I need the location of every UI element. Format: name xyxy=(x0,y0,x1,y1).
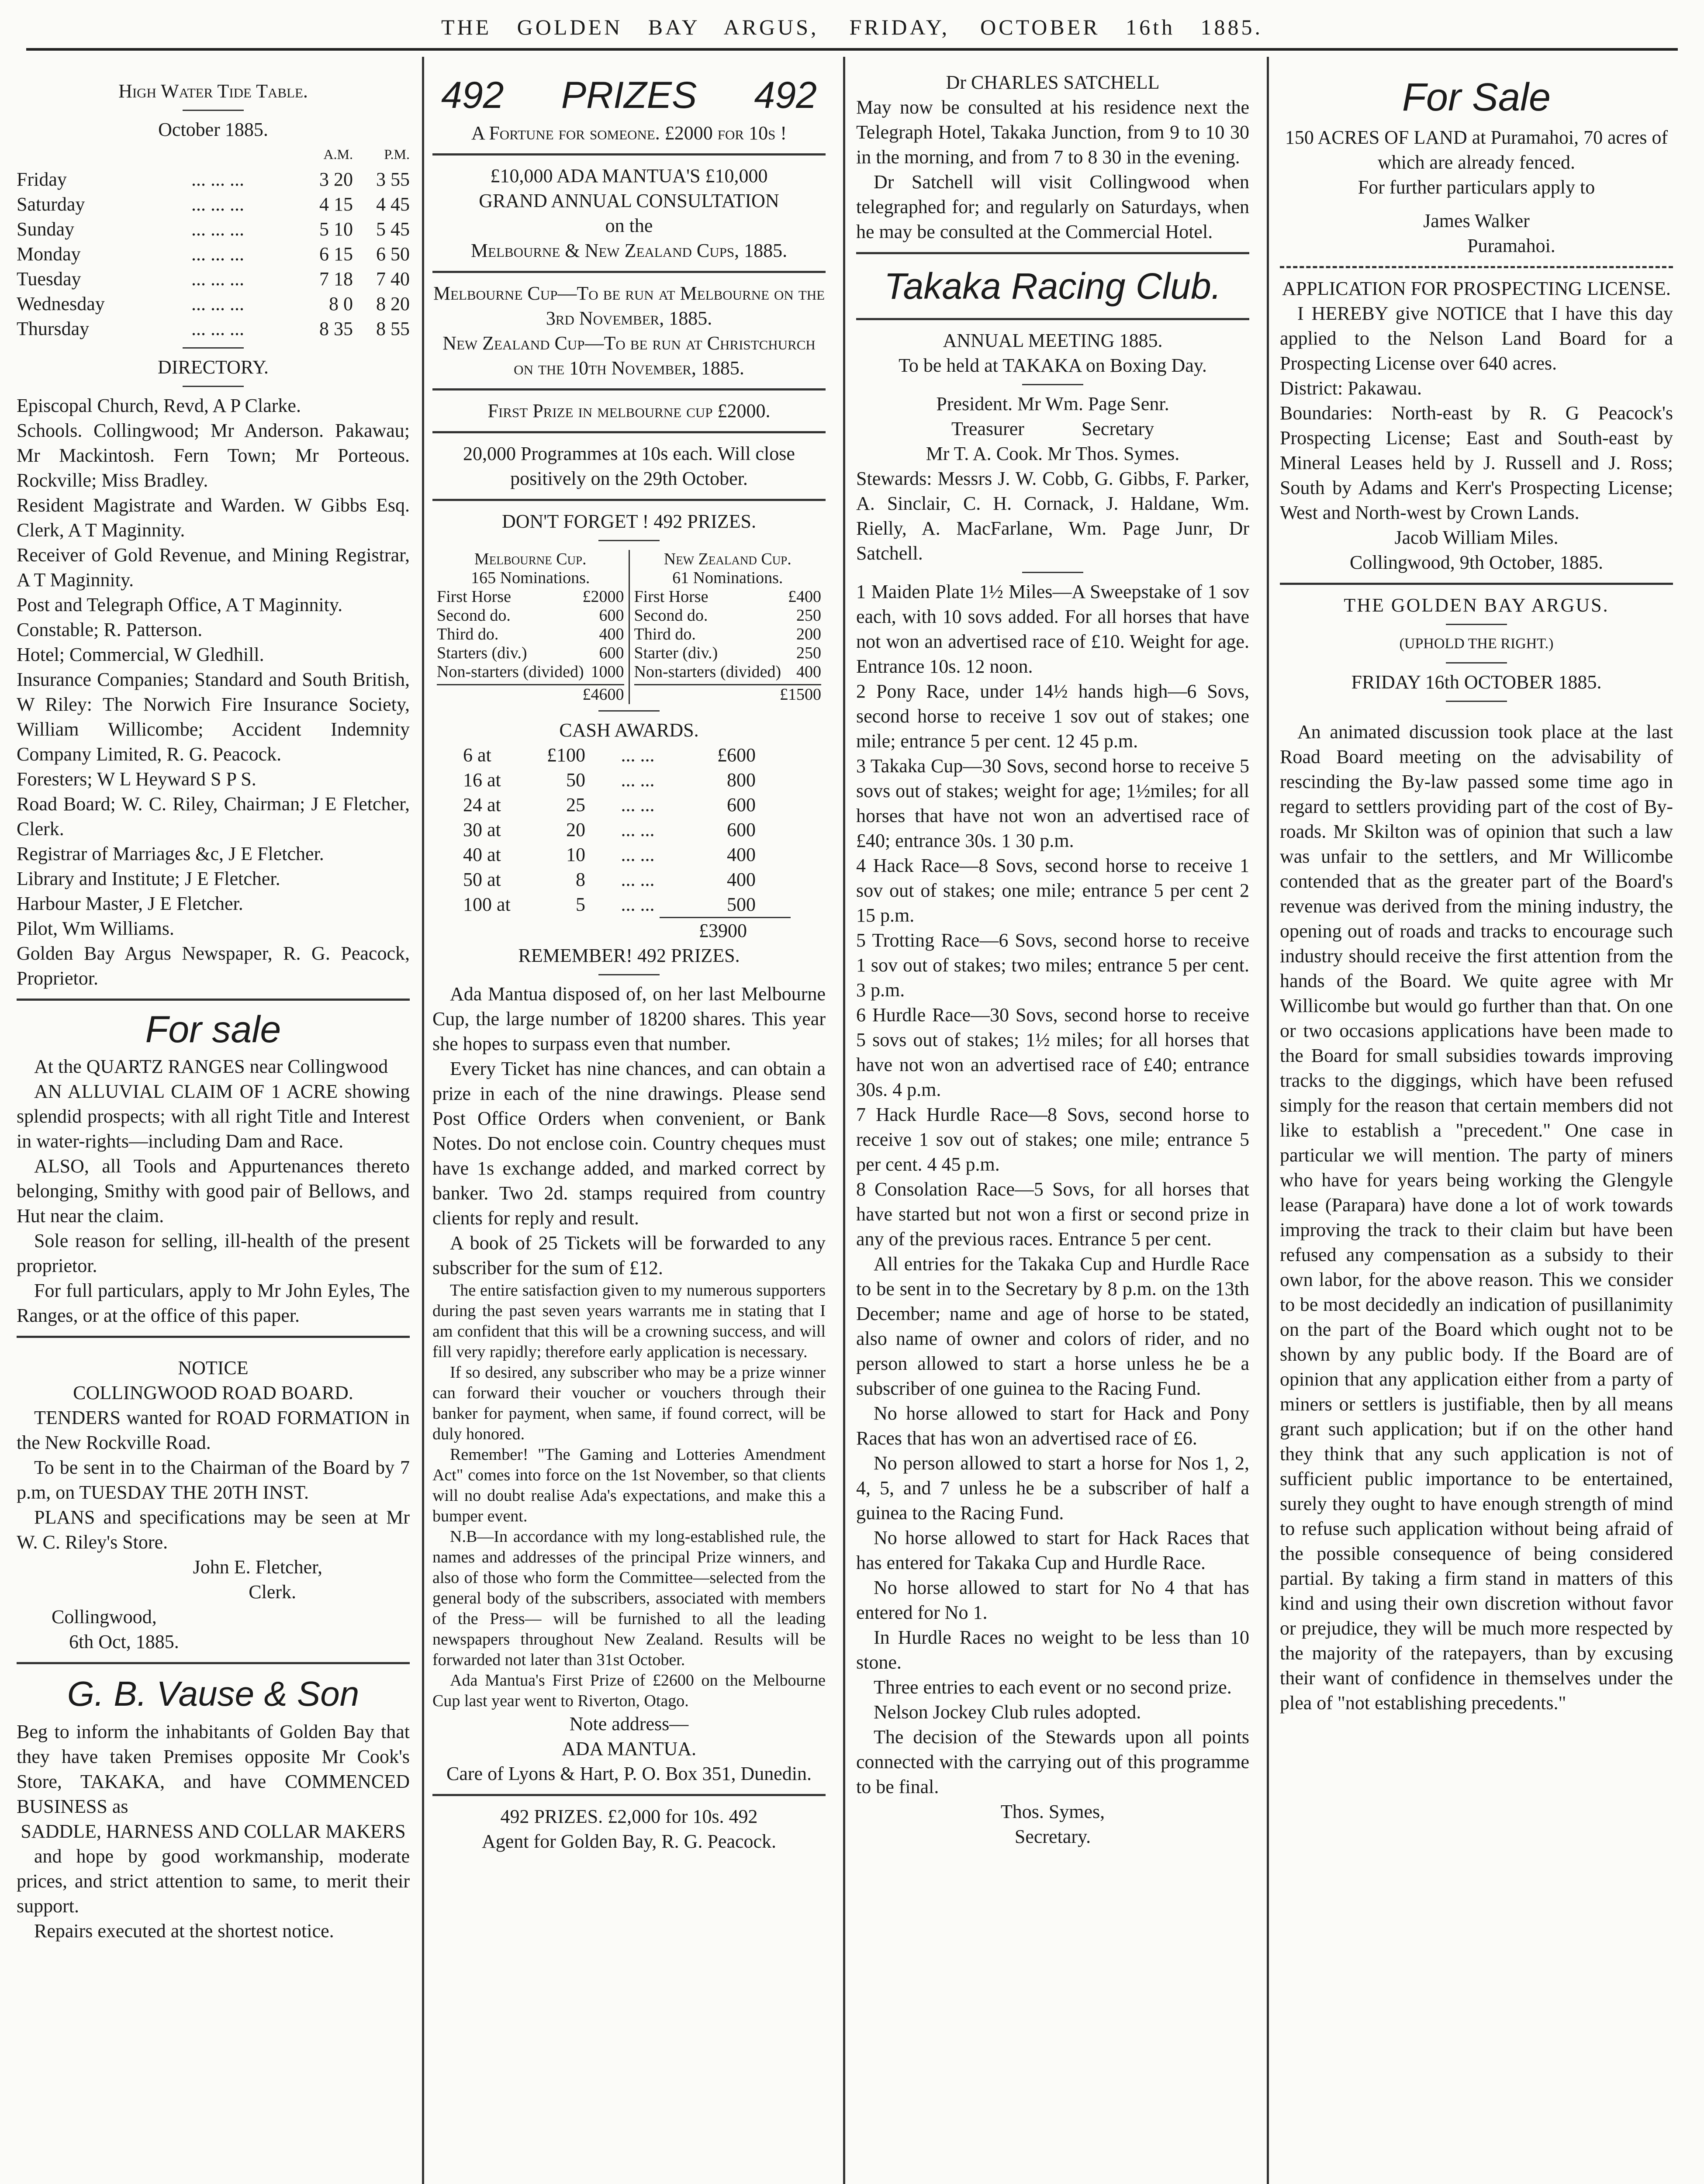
consultation-line: £10,000 ADA MANTUA'S £10,000 xyxy=(490,165,768,187)
tide-day: Friday xyxy=(17,169,67,190)
cash-count: 40 at xyxy=(463,844,501,865)
notice-signature-role: Clerk. xyxy=(249,1581,296,1603)
editorial-body: An animated discussion took place at the last Road Board meeting on the advisability of rescinding the By-law passed some time ago in regard to settlers providing part of the cost of By-roads. Mr Skilton was of opinion that such a law was unfair to the settlers, and Mr Willicombe contended that as the greater part of the Board's revenue was derived from the mining industry, the opening out of roads and tracks to encourage such industry should receive the first attention from the hands of the Board. We quite agree with Mr Willicombe but would go further than that. On one or two occasions applications have been made to the Board for small subsidies towards improving tracks to the diggings, which have been refused simply for the reason that certain members did not like to establish a "precedent." One case in particular we will mention. The party of miners who have for years being working the Glengyle lease (Parapara) have done a lot of work towards improving the track to their claim but have been refused any compensation as a subsidy to their own labor, for the above reason. This we consider to be most decidedly an indication of pusillanimity on the part of the Board which ought not to be shown by any public body. If the Board are of opinion that any application either from a party of miners or settlers is justifiable, then by all means grant such application; but if on the other hand they think that any such application is not of sufficient public importance to be entertained, surely they ought to have enough strength of mind to refuse such application without being afraid of the possible consequence of being considered partial. By taking a firm stand in matters of this kind and using their own discretion without favor or prejudice, they will be much more respected by the majority of the ratepayers, than by excusing their want of confidence in themselves under the plea of "not establishing precedents." xyxy=(1280,721,1673,1714)
prizes-footer: 492 PRIZES. £2,000 for 10s. 492 xyxy=(500,1806,758,1827)
prizes-number: 492 xyxy=(754,74,817,116)
cup-line-label: Non-starters (divided) xyxy=(437,663,584,681)
divider xyxy=(432,153,826,156)
race-entry: 6 Hurdle Race—30 Sovs, second horse to receive 5 sovs out of stakes; 1½ miles; for all horses that have not won an advertised race of £40; entrance 30s. 4 p.m. xyxy=(856,1004,1249,1100)
land-sale-paragraph: 150 ACRES OF LAND at Puramahoi, 70 acres of which are already fenced. xyxy=(1285,127,1668,173)
cash-dots: ... ... xyxy=(621,894,655,915)
cup-line-value: 250 xyxy=(796,606,821,625)
tide-am: 5 10 xyxy=(319,218,353,240)
tide-pm-header: P.M. xyxy=(384,146,410,162)
cup-line xyxy=(634,606,822,625)
race-entry: 5 Trotting Race—6 Sovs, second horse to receive 1 sov out of stakes; two miles; entrance 5 per cent. 3 p.m. xyxy=(856,930,1249,1001)
notice-paragraph: TENDERS wanted for ROAD FORMATION in the New Rockville Road. xyxy=(17,1407,410,1453)
tide-pm: 7 40 xyxy=(376,268,410,290)
directory-entry: Registrar of Marriages &c, J E Fletcher. xyxy=(17,843,324,864)
cash-total: 500 xyxy=(727,894,756,915)
cup-line xyxy=(437,606,624,625)
prize-small-paragraph: If so desired, any subscriber who may be a prize winner can forward their voucher or vouchers through their banker for payment, when same, if found correct, will be duly honored. xyxy=(432,1363,826,1443)
divider xyxy=(1446,701,1507,702)
vause-intro: Beg to inform the inhabitants of Golden Bay that they have taken Premises opposite Mr Cook's Store, TAKAKA, and have COMMENCED BUSINESS as xyxy=(17,1721,410,1817)
annual-meeting: ANNUAL MEETING 1885. xyxy=(943,330,1163,351)
tide-row xyxy=(17,242,410,266)
tide-day: Thursday xyxy=(17,318,90,339)
divider xyxy=(183,386,244,387)
cash-count: 16 at xyxy=(463,769,501,791)
cups-table xyxy=(432,550,826,704)
prize-paragraph: Ada Mantua disposed of, on her last Melbourne Cup, the large number of 18200 shares. This year she hopes to surpass even that number. xyxy=(432,983,826,1054)
cup-line-value: 200 xyxy=(796,625,821,643)
races-list xyxy=(856,579,1249,1251)
cup-line-label: First Horse xyxy=(437,587,511,606)
race-rule: In Hurdle Races no weight to be less than 10 stone. xyxy=(856,1627,1249,1673)
remember-line: REMEMBER! 492 PRIZES. xyxy=(518,945,740,966)
tide-dots: ... ... ... xyxy=(191,293,244,314)
note-address: Note address— xyxy=(569,1713,689,1735)
melbourne-cup-heading: Melbourne Cup. xyxy=(474,550,587,568)
directory-entry: Road Board; W. C. Riley, Chairman; J E Fletcher, Clerk. xyxy=(17,793,410,840)
cash-row xyxy=(459,867,760,892)
cash-awards-table xyxy=(459,743,760,917)
for-sale-paragraph: At the QUARTZ RANGES near Collingwood xyxy=(34,1056,388,1077)
notice-place: Collingwood, xyxy=(52,1606,157,1628)
divider xyxy=(1446,662,1507,663)
tide-day: Monday xyxy=(17,243,81,265)
doctor-paragraph: Dr Satchell will visit Collingwood when telegraphed for; and regularly on Saturdays, when he may be consulted at the Commercial Hotel. xyxy=(856,171,1249,242)
cup-line xyxy=(437,663,624,681)
cup-line xyxy=(634,663,822,681)
notice-title: NOTICE xyxy=(178,1357,249,1379)
divider xyxy=(17,1662,410,1664)
cup-line-label: Second do. xyxy=(437,606,511,625)
cup-line-label: Third do. xyxy=(437,625,499,643)
cash-dots: ... ... xyxy=(621,844,655,865)
president-line: President. Mr Wm. Page Senr. xyxy=(936,393,1169,415)
directory-entry: Foresters; W L Heyward S P S. xyxy=(17,768,256,790)
directory-entry: Episcopal Church, Revd, A P Clarke. xyxy=(17,395,301,416)
tide-dots: ... ... ... xyxy=(191,194,244,215)
prizes-number: 492 xyxy=(441,74,504,116)
divider xyxy=(432,271,826,273)
cash-total: 400 xyxy=(727,844,756,865)
cash-count: 100 at xyxy=(463,894,511,915)
divider xyxy=(432,431,826,433)
tide-pm: 8 55 xyxy=(376,318,410,339)
tide-table-title: High Water Tide Table. xyxy=(118,80,308,102)
prize-small-paragraph: N.B—In accordance with my long-established rule, the names and addresses of the principal Prize winners, and also of those who form the Committee—selected from the general body of the subscribers, associated with members of the Press— will be furnished to all the leading newspapers throughout New Zealand. Results will be forwarded not later than 31st October. xyxy=(432,1527,826,1669)
cup-line-label: Starters (div.) xyxy=(437,644,527,662)
vause-title: G. B. Vause & Son xyxy=(67,1674,359,1713)
fortune-line: A Fortune for someone. £2000 for 10s ! xyxy=(471,122,787,144)
cup-line-value: 1000 xyxy=(591,663,624,681)
race-entry: 8 Consolation Race—5 Sovs, for all horses that have started but not won a first or second prize in any of the previous races. Entrance 5 per cent. xyxy=(856,1178,1249,1250)
application-signature: Jacob William Miles. xyxy=(1394,527,1559,548)
race-rule: No person allowed to start a horse for Nos 1, 2, 4, 5, and 7 unless he be a subscriber of half a guinea to the Racing Fund. xyxy=(856,1452,1249,1524)
directory-entry: Harbour Master, J E Fletcher. xyxy=(17,893,243,914)
race-rules xyxy=(856,1251,1249,1799)
divider xyxy=(1280,583,1673,585)
cup-line-label: Non-starters (divided) xyxy=(634,663,781,681)
divider xyxy=(856,318,1249,320)
cash-dots: ... ... xyxy=(621,819,655,840)
cash-amount: 8 xyxy=(576,869,585,890)
tide-am-header: A.M. xyxy=(323,146,353,162)
column-divider xyxy=(422,57,424,2184)
cup-line-value: 400 xyxy=(796,663,821,681)
divider xyxy=(856,252,1249,254)
application-title: APPLICATION FOR PROSPECTING LICENSE. xyxy=(1282,278,1671,299)
for-sale-paragraph: AN ALLUVIAL CLAIM OF 1 ACRE showing splendid prospects; with all right Title and Interest in water-rights—including Dam and Race. xyxy=(17,1081,410,1152)
cash-count: 6 at xyxy=(463,744,491,766)
cash-row xyxy=(459,743,760,767)
race-entry: 1 Maiden Plate 1½ Miles—A Sweepstake of 1 sov each, with 10 sovs added. For all horses that have not won an advertised race of £10. Weight for age. Entrance 10s. 12 noon. xyxy=(856,581,1249,677)
cup-line-value: 400 xyxy=(599,625,624,643)
nz-cup-nominations: 61 Nominations. xyxy=(672,569,783,587)
column-3 xyxy=(856,70,1249,2184)
tide-row xyxy=(17,316,410,341)
cup-line-label: First Horse xyxy=(634,587,709,606)
cash-count: 50 at xyxy=(463,869,501,890)
column-4 xyxy=(1280,70,1673,2184)
directory-entry: Post and Telegraph Office, A T Maginnity. xyxy=(17,594,343,615)
tide-row xyxy=(17,192,410,217)
divider xyxy=(432,388,826,390)
racing-club-title: Takaka Racing Club. xyxy=(884,266,1221,307)
tide-day: Sunday xyxy=(17,218,74,240)
ada-mantua-address: Care of Lyons & Hart, P. O. Box 351, Dunedin. xyxy=(446,1763,812,1784)
melbourne-cup-line: Melbourne Cup—To be run at Melbourne on the 3rd November, 1885. xyxy=(433,283,825,329)
notice-subtitle: COLLINGWOOD ROAD BOARD. xyxy=(73,1382,353,1403)
tide-pm: 3 55 xyxy=(376,169,410,190)
agent-line: Agent for Golden Bay, R. G. Peacock. xyxy=(481,1831,777,1852)
for-sale-paragraph: ALSO, all Tools and Appurtenances thereto belonging, Smithy with good pair of Bellows, and Hut near the claim. xyxy=(17,1155,410,1227)
cup-line-value: 600 xyxy=(599,644,624,662)
column-divider xyxy=(1267,57,1269,2184)
doctor-paragraph: May now be consulted at his residence next the Telegraph Hotel, Takaka Junction, from 9 to 10 30 in the morning, and from 7 to 8 30 in the evening. xyxy=(856,97,1249,168)
cash-total: 800 xyxy=(727,769,756,791)
cup-line-label: Second do. xyxy=(634,606,708,625)
cash-awards-total: £3900 xyxy=(660,917,791,943)
directory-entry: Receiver of Gold Revenue, and Mining Registrar, A T Maginnity. xyxy=(17,544,410,591)
tide-row xyxy=(17,167,410,192)
directory-title: DIRECTORY. xyxy=(158,356,269,378)
divider xyxy=(598,710,660,712)
cup-line-value: 250 xyxy=(796,644,821,662)
first-prize-line: First Prize in melbourne cup £2000. xyxy=(487,400,771,422)
nz-cup-total: £1500 xyxy=(780,685,821,704)
cash-awards-title: CASH AWARDS. xyxy=(559,719,699,741)
masthead-rule xyxy=(26,48,1678,51)
directory-entry: Library and Institute; J E Fletcher. xyxy=(17,868,280,889)
prize-small-paragraph: Remember! "The Gaming and Lotteries Amendment Act" comes into force on the 1st November, so that clients will no doubt realise Ada's expectations, and make this a bumper event. xyxy=(432,1445,826,1525)
secretary-signature: Thos. Symes, xyxy=(1000,1801,1105,1822)
programmes-line: 20,000 Programmes at 10s each. Will close positively on the 29th October. xyxy=(463,443,795,489)
tide-row xyxy=(17,217,410,242)
tide-pm: 8 20 xyxy=(376,293,410,314)
divider xyxy=(17,1336,410,1338)
directory-entry: Golden Bay Argus Newspaper, R. G. Peacock, Proprietor. xyxy=(17,943,410,989)
divider xyxy=(598,974,660,975)
tide-month: October 1885. xyxy=(158,119,268,140)
divider xyxy=(183,110,244,111)
race-rule: No horse allowed to start for Hack Races that has entered for Takaka Cup and Hurdle Race. xyxy=(856,1527,1249,1573)
column-divider xyxy=(843,57,845,2184)
cup-line-value: 600 xyxy=(599,606,624,625)
divider xyxy=(183,347,244,349)
masthead-paper: THE GOLDEN BAY ARGUS, xyxy=(441,14,819,39)
tide-table xyxy=(17,142,410,341)
race-entry: 7 Hack Hurdle Race—8 Sovs, second horse to receive 1 sov out of stakes; one mile; entrance 5 per cent. 4 45 p.m. xyxy=(856,1104,1249,1175)
prize-small-paragraph: Ada Mantua's First Prize of £2600 on the Melbourne Cup last year went to Riverton, Otago. xyxy=(432,1671,826,1710)
for-sale-paragraph: Sole reason for selling, ill-health of the present proprietor. xyxy=(17,1230,410,1276)
melbourne-cup-total: £4600 xyxy=(582,685,624,704)
cup-line xyxy=(634,587,822,606)
application-district: District: Pakawau. xyxy=(1280,377,1422,399)
editorial-masthead: THE GOLDEN BAY ARGUS. xyxy=(1344,594,1609,616)
prizes-title xyxy=(432,73,826,117)
cash-count: 24 at xyxy=(463,794,501,816)
tide-dots: ... ... ... xyxy=(191,268,244,290)
nz-cup-line: New Zealand Cup—To be run at Christchurch on the 10th November, 1885. xyxy=(442,332,816,379)
column-2 xyxy=(432,70,826,2184)
prizes-word: PRIZES xyxy=(561,74,697,116)
tide-pm: 5 45 xyxy=(376,218,410,240)
directory-entry: Resident Magistrate and Warden. W Gibbs Esq. Clerk, A T Maginnity. xyxy=(17,494,410,541)
race-rule: Three entries to each event or no second prize. xyxy=(874,1676,1232,1698)
tide-pm: 4 45 xyxy=(376,194,410,215)
race-entry: 3 Takaka Cup—30 Sovs, second horse to receive 5 sovs out of stakes; weight for age; 1½miles; for all horses that have not won an advertised race of £40; entrance 30s. 1 30 p.m. xyxy=(856,755,1249,851)
cup-line xyxy=(437,625,624,644)
directory-list xyxy=(17,393,410,991)
vause-trade: SADDLE, HARNESS AND COLLAR MAKERS xyxy=(21,1821,406,1842)
directory-entry: Schools. Collingwood; Mr Anderson. Pakawau; Mr Mackintosh. Fern Town; Mr Porteous. Rockville; Miss Bradley. xyxy=(17,420,410,491)
cash-amount: 10 xyxy=(566,844,585,865)
tide-am: 7 18 xyxy=(319,268,353,290)
cash-total: 600 xyxy=(727,819,756,840)
vause-paragraph: Repairs executed at the shortest notice. xyxy=(34,1920,334,1942)
cash-amount: £100 xyxy=(547,744,585,766)
stewards-line: Stewards: Messrs J. W. Cobb, G. Gibbs, F. Parker, A. Sinclair, C. H. Cornack, J. Haldane, Wm. Rielly, A. MacFarlane, Wm. Page Junr, Dr Satchell. xyxy=(856,468,1249,564)
application-date: Collingwood, 9th October, 1885. xyxy=(1350,552,1603,573)
for-sale-paragraph: For full particulars, apply to Mr John Eyles, The Ranges, or at the office of this paper. xyxy=(17,1280,410,1326)
divider xyxy=(1022,384,1083,385)
cash-row xyxy=(459,767,760,792)
doctor-title: Dr CHARLES SATCHELL xyxy=(946,72,1160,93)
prize-small-paragraph: The entire satisfaction given to my numerous supporters during the past seven years warrants me in stating that I am confident that this will be a crowning success, and will fill very rapidly; therefore early application is necessary. xyxy=(432,1281,826,1361)
cash-amount: 25 xyxy=(566,794,585,816)
race-rule: No horse allowed to start for Hack and Pony Races that has won an advertised race of £6. xyxy=(856,1403,1249,1449)
divider xyxy=(598,540,660,541)
land-sale-signature: James Walker xyxy=(1423,210,1530,232)
tide-pm: 6 50 xyxy=(376,243,410,265)
consultation-line: GRAND ANNUAL CONSULTATION xyxy=(479,190,779,211)
prize-paragraph: Every Ticket has nine chances, and can obtain a prize in each of the nine drawings. Please send Post Office Orders when convenient, or Bank Notes. Do not enclose coin. Country cheques must have 1s exchange added, and marked correct by banker. Two 2d. stamps required from country clients for reply and result. xyxy=(432,1058,826,1229)
prize-paragraph: A book of 25 Tickets will be forwarded to any subscriber for the sum of £12. xyxy=(432,1232,826,1279)
directory-entry: Constable; R. Patterson. xyxy=(17,619,203,640)
tide-row xyxy=(17,266,410,291)
ada-mantua-name: ADA MANTUA. xyxy=(562,1738,696,1759)
tide-dots: ... ... ... xyxy=(191,169,244,190)
notice-date: 6th Oct, 1885. xyxy=(69,1631,179,1652)
secretary-role: Secretary. xyxy=(1014,1826,1091,1847)
tide-day: Saturday xyxy=(17,194,85,215)
notice-paragraph: To be sent in to the Chairman of the Board by 7 p.m, on TUESDAY THE 20TH INST. xyxy=(17,1457,410,1503)
nz-cup-box xyxy=(630,550,826,704)
meeting-venue: To be held at TAKAKA on Boxing Day. xyxy=(899,355,1207,376)
cash-dots: ... ... xyxy=(621,794,655,816)
divider xyxy=(1446,624,1507,625)
divider xyxy=(432,499,826,501)
tide-am: 8 35 xyxy=(319,318,353,339)
race-rule: Nelson Jockey Club rules adopted. xyxy=(874,1701,1141,1723)
tide-am: 6 15 xyxy=(319,243,353,265)
editorial-motto: (UPHOLD THE RIGHT.) xyxy=(1399,636,1554,652)
race-entry: 2 Pony Race, under 14½ hands high—6 Sovs, second horse to receive 1 sov out of stakes; one mile; entrance 5 per cent. 12 45 p.m. xyxy=(856,681,1249,752)
directory-entry: Pilot, Wm Williams. xyxy=(17,918,174,939)
divider xyxy=(17,999,410,1001)
cash-amount: 20 xyxy=(566,819,585,840)
editorial-date: FRIDAY 16th OCTOBER 1885. xyxy=(1351,671,1602,693)
cup-line-value: £400 xyxy=(788,587,821,606)
directory-entry: Hotel; Commercial, W Gledhill. xyxy=(17,644,264,665)
cash-total: £600 xyxy=(717,744,756,766)
tide-day: Wednesday xyxy=(17,293,105,314)
divider xyxy=(1022,572,1083,573)
for-sale-title: For sale xyxy=(145,1009,281,1051)
notice-paragraph: PLANS and specifications may be seen at Mr W. C. Riley's Store. xyxy=(17,1507,410,1553)
cash-amount: 5 xyxy=(576,894,585,915)
melbourne-cup-nominations: 165 Nominations. xyxy=(471,569,590,587)
masthead-day: FRIDAY, xyxy=(849,14,950,39)
tide-dots: ... ... ... xyxy=(191,243,244,265)
offices-line: Treasurer Secretary xyxy=(951,418,1154,439)
cash-total: 400 xyxy=(727,869,756,890)
consultation-line: Melbourne & New Zealand Cups, 1885. xyxy=(470,240,788,261)
race-entry: 4 Hack Race—8 Sovs, second horse to receive 1 sov out of stakes; one mile; entrance 5 per cent 2 15 p.m. xyxy=(856,855,1249,926)
application-boundaries: Boundaries: North-east by R. G Peacock's Prospecting License; East and South-east by Mineral Leases held by J. Russell and J. Ross; South by Adams and Kerr's Prospecting License; West and North-west by Crown Lands. xyxy=(1280,402,1673,523)
tide-dots: ... ... ... xyxy=(191,218,244,240)
directory-entry: Insurance Companies; Standard and South British, W Riley: The Norwich Fire Insurance Society, William Willicombe; Accident Indemnity Company Limited, R. G. Peacock. xyxy=(17,669,410,765)
divider xyxy=(432,1794,826,1796)
melbourne-cup-box xyxy=(432,550,630,704)
land-sale-paragraph: For further particulars apply to xyxy=(1358,176,1595,198)
masthead xyxy=(26,10,1678,45)
cup-line xyxy=(437,644,624,663)
cash-dots: ... ... xyxy=(621,869,655,890)
nz-cup-heading: New Zealand Cup. xyxy=(664,550,792,568)
consultation-line: on the xyxy=(605,215,653,236)
cup-line xyxy=(634,625,822,644)
tide-dots: ... ... ... xyxy=(191,318,244,339)
cup-line-value: £2000 xyxy=(582,587,624,606)
tide-day: Tuesday xyxy=(17,268,81,290)
land-sale-place: Puramahoi. xyxy=(1467,235,1555,256)
notice-body xyxy=(17,1405,410,1555)
cup-line xyxy=(437,587,624,606)
cash-row xyxy=(459,842,760,867)
notice-signature: John E. Fletcher, xyxy=(193,1556,322,1578)
tide-am: 3 20 xyxy=(319,169,353,190)
cash-row xyxy=(459,817,760,842)
tide-am: 4 15 xyxy=(319,194,353,215)
vause-paragraph: and hope by good workmanship, moderate prices, and strict attention to same, to merit their support. xyxy=(17,1845,410,1917)
application-paragraph: I HEREBY give NOTICE that I have this day applied to the Nelson Land Board for a Prospecting License over 640 acres. xyxy=(1280,303,1673,374)
divider xyxy=(1280,266,1673,268)
cup-line-label: Third do. xyxy=(634,625,696,643)
cash-total: 600 xyxy=(727,794,756,816)
for-sale-ad xyxy=(17,1054,410,1328)
cash-dots: ... ... xyxy=(621,769,655,791)
cash-dots: ... ... xyxy=(621,744,655,766)
tide-am: 8 0 xyxy=(329,293,353,314)
race-rule: No horse allowed to start for No 4 that has entered for No 1. xyxy=(856,1577,1249,1623)
cash-row xyxy=(459,892,760,917)
cash-count: 30 at xyxy=(463,819,501,840)
officers-line: Mr T. A. Cook. Mr Thos. Symes. xyxy=(926,443,1180,464)
cash-row xyxy=(459,792,760,817)
race-rule: All entries for the Takaka Cup and Hurdle Race to be sent in to the Secretary by 8 p.m. on the 13th December; name and age of horse to be stated, also name of owner and colors of rider, and no person allowed to start a horse unless he be a subscriber of one guinea to the Racing Fund. xyxy=(856,1253,1249,1399)
masthead-date: OCTOBER 16th 1885. xyxy=(980,14,1263,39)
race-rule: The decision of the Stewards upon all points connected with the carrying out of this programme to be final. xyxy=(856,1726,1249,1797)
column-1 xyxy=(17,70,410,2184)
tide-row xyxy=(17,291,410,316)
cup-line xyxy=(634,644,822,663)
dont-forget-line: DON'T FORGET ! 492 PRIZES. xyxy=(501,511,756,532)
land-sale-title: For Sale xyxy=(1402,76,1551,119)
cash-amount: 50 xyxy=(566,769,585,791)
cup-line-label: Starter (div.) xyxy=(634,644,718,662)
